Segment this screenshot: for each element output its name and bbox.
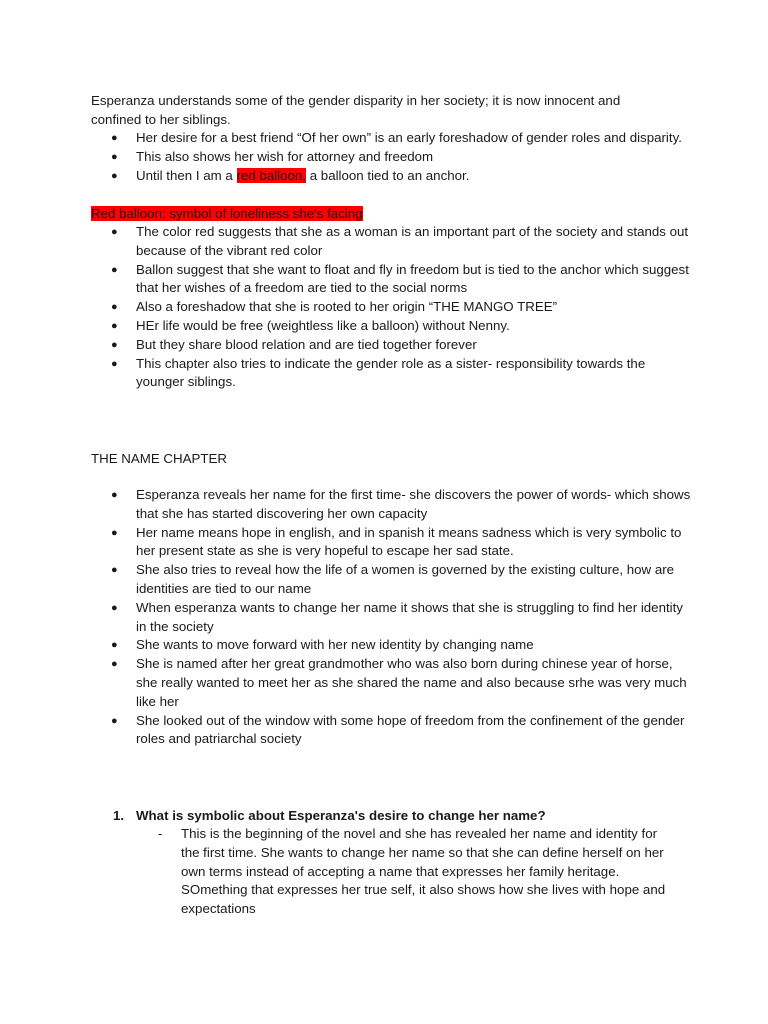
list-item: ● Esperanza reveals her name for the first time- she discovers the power of words- which shows that she has started discovering her own capacity: [91, 486, 691, 524]
question-heading: [113, 806, 713, 825]
red-balloon-highlight: red balloon,: [236, 167, 307, 183]
bullet-list-balloon: [91, 129, 691, 185]
highlighted-line: [91, 204, 363, 223]
red-balloon-symbol-highlight: Red balloon: symbol of loneliness she's facing: [91, 206, 363, 221]
question-text: What is symbolic about Esperanza's desire to change her name?: [136, 808, 546, 823]
balloon-prefix: Until then I am a: [136, 167, 237, 183]
balloon-suffix: a balloon tied to an anchor.: [306, 167, 470, 183]
question-number: 1.: [113, 808, 125, 823]
list-item: ● Ballon suggest that she want to float and fly in freedom but is tied to the anchor which suggest that her wishes of a freedom are tied to the social norms: [91, 261, 691, 299]
list-item: ● She is named after her great grandmother who was also born during chinese year of horse, she really wanted to meet her as she shared the name and also because srhe was very much like her: [91, 655, 691, 711]
answer-dash: -: [158, 826, 163, 841]
list-item: ● HEr life would be free (weightless like a balloon) without Nenny.: [91, 317, 691, 336]
list-item: ● This also shows her wish for attorney and freedom: [91, 148, 691, 167]
intro-paragraph: Esperanza understands some of the gender disparity in her society; it is now innocent and confined to her siblings.: [91, 93, 621, 127]
answer-paragraph: [158, 825, 678, 919]
bullet-list-name-chapter: [91, 486, 691, 749]
list-item: ● The color red suggests that she as a woman is an important part of the society and stands out because of the vibrant red color: [91, 223, 691, 261]
list-item: ● But they share blood relation and are tied together forever: [91, 336, 691, 355]
list-item-red-balloon: [91, 167, 691, 186]
list-item: ● She also tries to reveal how the life of a women is governed by the existing culture, how are identities are tied to our name: [91, 561, 691, 599]
list-item: ● This chapter also tries to indicate the gender role as a sister- responsibility towards the younger siblings.: [91, 355, 691, 393]
list-item: ● Her name means hope in english, and in spanish it means sadness which is very symbolic to her present state as she is very hopeful to escape her sad state.: [91, 524, 691, 562]
bullet-list-symbolism: [91, 223, 691, 392]
list-item: ● When esperanza wants to change her name it shows that she is struggling to find her identity in the society: [91, 599, 691, 637]
list-item: ● She looked out of the window with some hope of freedom from the confinement of the gender roles and patriarchal society: [91, 712, 691, 750]
list-item: ● She wants to move forward with her new identity by changing name: [91, 636, 691, 655]
list-item: ● Her desire for a best friend “Of her own” is an early foreshadow of gender roles and disparity.: [91, 129, 691, 148]
section-heading: THE NAME CHAPTER: [91, 451, 227, 466]
answer-text: This is the beginning of the novel and she has revealed her name and identity for the first time. She wants to change her name so that she can define herself on her own terms instead of accepting a name that expresses her family heritage. SOmething that expresses her true self, it also shows how she lives with hope and expectations: [181, 826, 666, 917]
list-item: ● Also a foreshadow that she is rooted to her origin “THE MANGO TREE”: [91, 298, 691, 317]
